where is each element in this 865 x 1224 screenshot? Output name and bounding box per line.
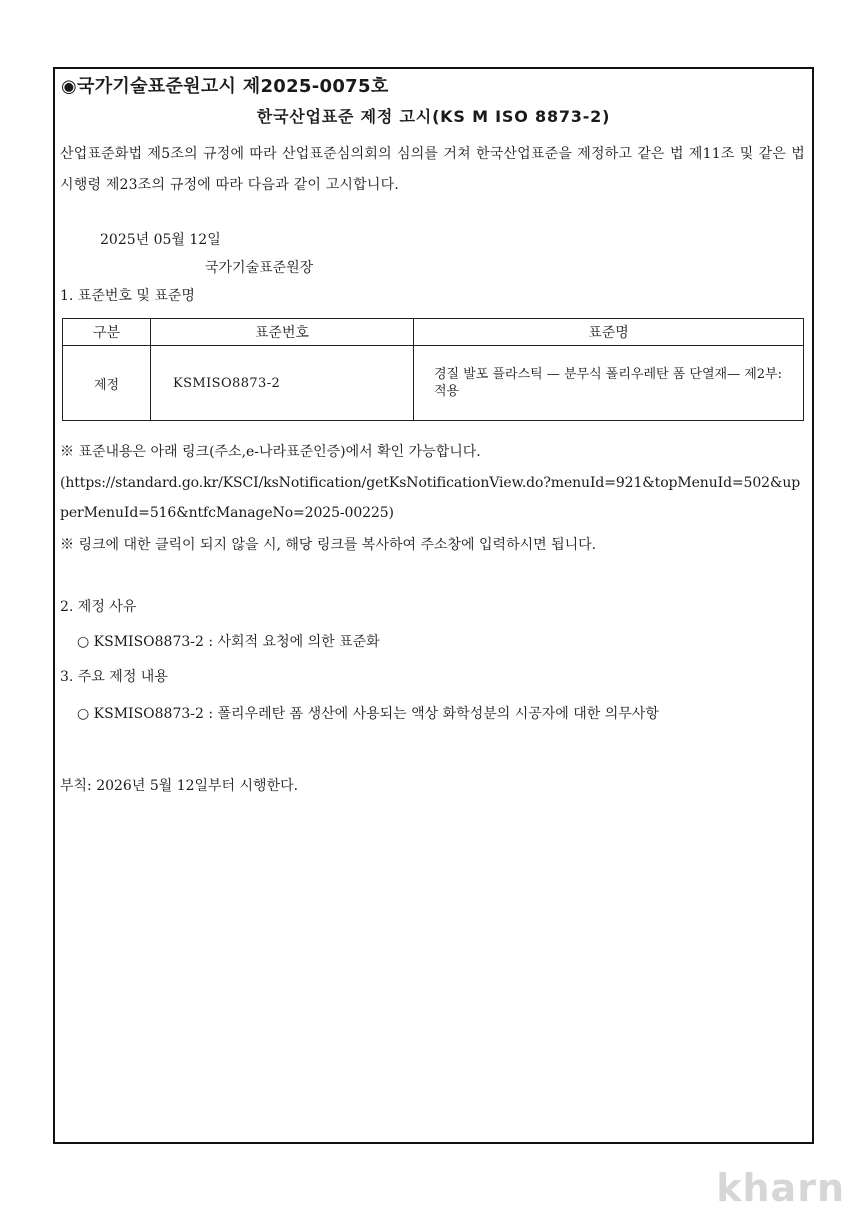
header-number: 표준번호: [151, 319, 414, 346]
notice-body: 산업표준화법 제5조의 규정에 따라 산업표준심의회의 심의를 거쳐 한국산업표준을 제정하고 같은 법 제11조 및 같은 법 시행령 제23조의 규정에 따라 다음과 같이 고시합니다.: [60, 146, 805, 193]
header-type: 구분: [63, 319, 151, 346]
section-2-item: ○ KSMISO8873-2 : 사회적 요청에 의한 표준화: [77, 634, 380, 650]
watermark-logo: kharn: [716, 1166, 845, 1210]
notice-date: 2025년 05월 12일: [100, 232, 221, 248]
table-header-row: [63, 319, 804, 346]
section-3-item: ○ KSMISO8873-2 : 폴리우레탄 폼 생산에 사용되는 액상 화학성분의 시공자에 대한 의무사항: [77, 706, 659, 722]
note-link-info: ※ 표준내용은 아래 링크(주소,e-나라표준인증)에서 확인 가능합니다.: [60, 444, 481, 460]
issuer: 국가기술표준원장: [205, 260, 314, 276]
note-copy-link: ※ 링크에 대한 클릭이 되지 않을 시, 해당 링크를 복사하여 주소창에 입력하시면 됩니다.: [60, 537, 597, 553]
section-2-heading: 2. 제정 사유: [60, 599, 137, 615]
supplementary-provision: 부칙: 2026년 5월 12일부터 시행한다.: [60, 778, 299, 794]
cell-number: KSMISO8873-2: [151, 346, 414, 421]
notice-frame: [53, 67, 814, 1144]
standard-link[interactable]: (https://standard.go.kr/KSCI/ksNotification/getKsNotificationView.do?menuId=921&topMenuId=502&upperMenuId=516&ntfcManageNo=2025-00225): [60, 475, 801, 521]
section-1-heading: 1. 표준번호 및 표준명: [60, 288, 195, 304]
table-row: [63, 346, 804, 421]
cell-name: 경질 발포 플라스틱 — 분무식 폴리우레탄 폼 단열재— 제2부: 적용: [414, 346, 804, 421]
cell-type: 제정: [63, 346, 151, 421]
document-title: 한국산업표준 제정 고시(KS M ISO 8873-2): [256, 107, 611, 126]
notice-number: ◉국가기술표준원고시 제2025-0075호: [61, 76, 389, 97]
section-3-heading: 3. 주요 제정 내용: [60, 669, 168, 685]
standard-table: [62, 318, 804, 421]
header-name: 표준명: [414, 319, 804, 346]
